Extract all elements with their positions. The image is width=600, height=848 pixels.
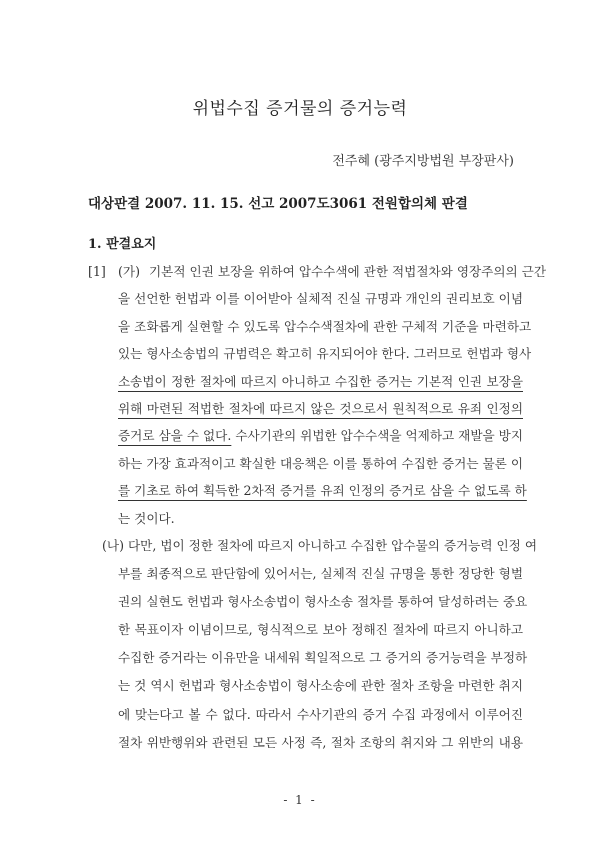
paragraph-ga-line: 있는 형사소송법의 규범력은 확고히 유지되어야 한다. 그러므로 헌법과 형사	[118, 346, 532, 362]
paragraph-na-line: 절차 위반행위와 관련된 모든 사정 즉, 절차 조항의 취지와 그 위반의 내용	[118, 734, 523, 750]
paragraph-na-line: 에 맞는다고 볼 수 없다. 따라서 수사기관의 증거 수집 과정에서 이루어진	[118, 706, 523, 722]
paragraph-na-line: 한 목표이자 이념이므로, 형식적으로 보아 정해진 절차에 따르지 아니하고	[118, 622, 523, 638]
paragraph-ga-line: 을 조화롭게 실현할 수 있도록 압수수색절차에 관한 구체적 기준을 마련하고	[118, 318, 532, 334]
page-number: - 1 -	[283, 793, 317, 807]
item-marker: [1]	[88, 264, 106, 279]
paragraph-ga-line: 기본적 인권 보장을 위하여 압수수색에 관한 적법절차와 영장주의의 근간	[149, 264, 546, 279]
paragraph-na-line: 부를 최종적으로 판단함에 있어서는, 실체적 진실 규명을 통한 정당한 형벌	[118, 566, 523, 581]
paragraph-ga-line: 하는 가장 효과적이고 확실한 대응책은 이를 통하여 수집한 증거는 물론 이	[118, 455, 523, 471]
paragraph-ga-line: 증거로 삼을 수 없다. 수사기관의 위법한 압수수색을 억제하고 재발을 방지	[118, 428, 524, 444]
paragraph-na-line: 수집한 증거라는 이유만을 내세워 획일적으로 그 증거의 증거능력을 부정하	[118, 650, 528, 666]
paragraph-na-line: 권의 실현도 헌법과 형사소송법이 형사소송 절차를 통하여 달성하려는 중요	[118, 594, 528, 610]
paragraph-ga-line: 위해 마련된 적법한 절차에 따르지 않은 것으로서 원칙적으로 유죄 인정의	[118, 401, 523, 416]
paragraph-ga-marker: (가)	[118, 264, 140, 279]
document-title: 위법수집 증거물의 증거능력	[192, 99, 408, 119]
author-line: 전주혜 (광주지방법원 부장판사)	[332, 154, 514, 169]
case-reference: 대상판결 2007. 11. 15. 선고 2007도3061 전원합의체 판결	[88, 196, 468, 212]
section-heading: 1. 판결요지	[88, 237, 157, 252]
paragraph-ga-line: 을 선언한 헌법과 이를 이어받아 실체적 진실 규명과 개인의 권리보호 이념	[118, 291, 523, 307]
paragraph-ga-line: 를 기초로 하여 획득한 2차적 증거를 유죄 인정의 증거로 삼을 수 없도록 하	[118, 483, 527, 499]
paragraph-na-line: 는 것 역시 헌법과 형사소송법이 형사소송에 관한 절차 조항을 마련한 취지	[118, 678, 523, 694]
paragraph-ga-line: 는 것이다.	[118, 510, 175, 526]
paragraph-na-marker: (나)	[102, 538, 124, 553]
paragraph-na-line: 다만, 법이 정한 절차에 따르지 아니하고 수집한 압수물의 증거능력 인정 여	[128, 538, 538, 553]
paragraph-ga-line: 소송법이 정한 절차에 따르지 아니하고 수집한 증거는 기본적 인권 보장을	[118, 373, 523, 389]
